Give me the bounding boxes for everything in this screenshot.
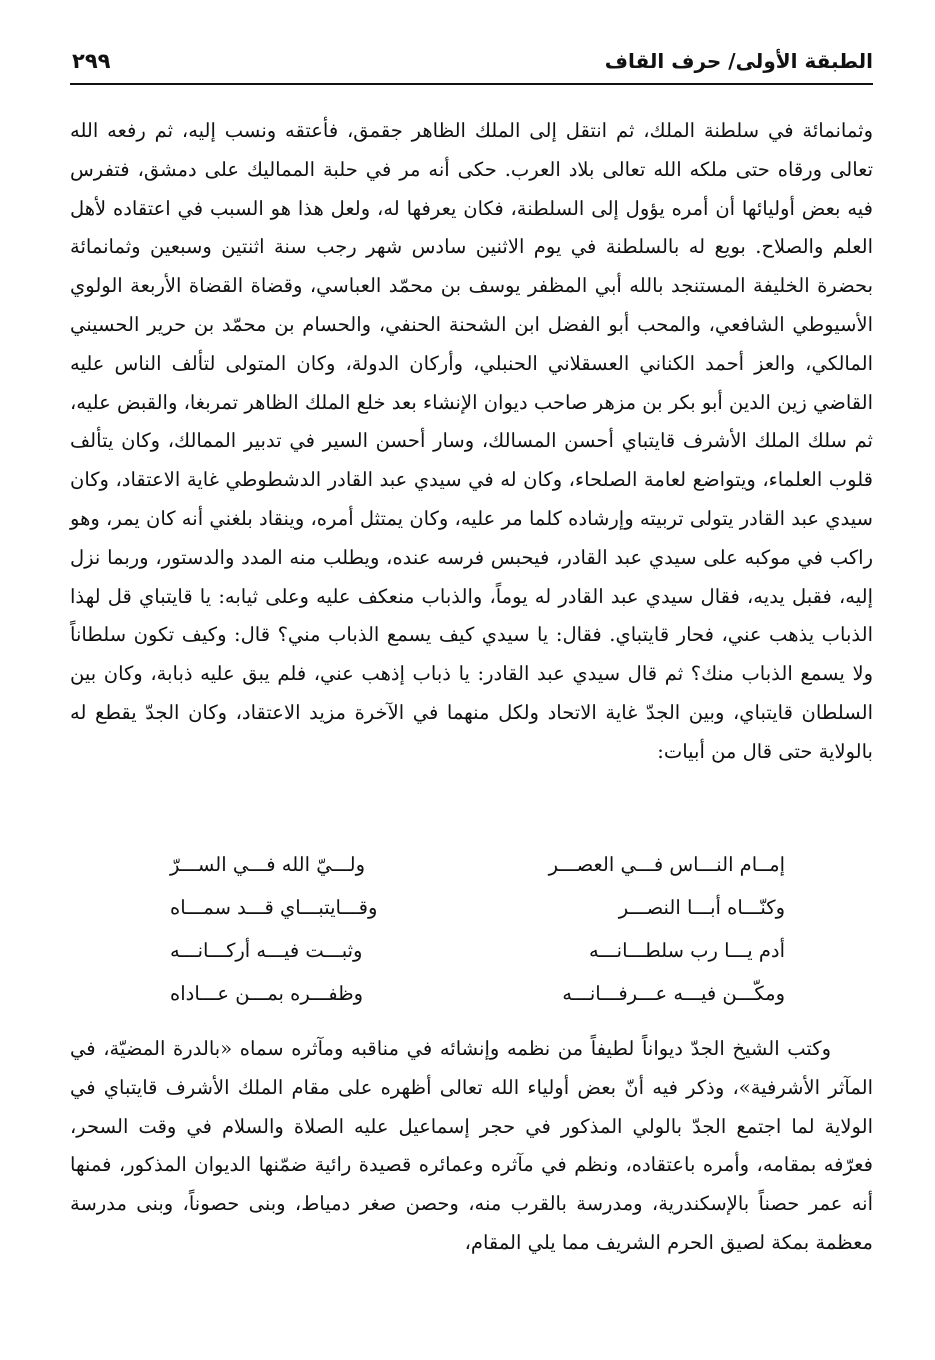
verse-second-hemistich: وقـــايتبـــاي قـــد سمـــاه	[170, 896, 378, 919]
verse-first-hemistich: وكنّـــاه أبـــا النصـــر	[618, 896, 785, 919]
main-text	[70, 112, 873, 772]
verse-second-hemistich: وظفـــره بمـــن عـــاداه	[170, 982, 364, 1005]
poem-verse	[170, 976, 785, 1019]
verse-first-hemistich: ومكّـــن فيـــه عـــرفـــانـــه	[562, 982, 785, 1005]
verse-first-hemistich: إمــام النـــاس فـــي العصـــر	[548, 853, 785, 876]
verse-second-hemistich: وثبـــت فيـــه أركـــانـــه	[170, 939, 363, 962]
poem-verse	[170, 847, 785, 890]
header-rule	[70, 83, 873, 85]
main-text-continued	[70, 1030, 873, 1263]
poem-verse	[170, 890, 785, 933]
paragraph-2: وكتب الشيخ الجدّ ديواناً لطيفاً من نظمه وإنشائه في مناقبه ومآثره سماه «بالدرة المضيّة، في المآثر الأشرفية»، وذكر فيه أنّ بعض أولياء الله تعالى أظهره على مقام الملك الأشرف قايتباي في الولاية لما اجتمع الجدّ بالولي المذكور في حجر إسماعيل عليه الصلاة والسلام في وقت السحر، فعرّفه بمقامه، وأمره باعتقاده، ونظم في مآثره وعمائره قصيدة رائية ضمّنها الديوان المذكور، فمنها أنه عمر حصناً بالإسكندرية، ومدرسة بالقرب منه، وحصن صغر دمياط، وبنى حصوناً، وبنى مدرسة معظمة بمكة لصيق الحرم الشريف مما يلي المقام،	[70, 1037, 873, 1254]
verse-second-hemistich: ولـــيّ الله فـــي الســـرّ	[170, 853, 365, 876]
poem	[170, 847, 785, 1019]
paragraph-1: وثمانمائة في سلطنة الملك، ثم انتقل إلى الملك الظاهر جقمق، فأعتقه ونسب إليه، ثم رفعه الله تعالى ورقاه حتى ملكه الله تعالى بلاد العرب. حكى أنه مر في حلبة المماليك على دمشق، فتفرس فيه بعض أوليائها أن أمره يؤول إلى السلطنة، فكان يعرفها له، ولعل هذا هو السبب في اعتقاده لأهل العلم والصلاح. بويع له بالسلطنة في يوم الاثنين سادس شهر رجب سنة اثنتين وسبعين وثمانمائة بحضرة الخليفة المستنجد بالله أبي المظفر يوسف بن محمّد العباسي، وقضاة القضاة الأربعة الولوي الأسيوطي الشافعي، والمحب أبو الفضل ابن الشحنة الحنفي، والحسام بن محمّد بن حرير الحسيني المالكي، والعز أحمد الكناني العسقلاني الحنبلي، وأركان الدولة، وكان المتولى لتألف الناس عليه القاضي زين الدين أبو بكر بن مزهر صاحب ديوان الإنشاء بعد خلع الملك الظاهر تمربغا، والقبض عليه، ثم سلك الملك الأشرف قايتباي أحسن المسالك، وسار أحسن السير في تدبير الممالك، وكان يتألف قلوب العلماء، ويتواضع لعامة الصلحاء، وكان له في سيدي عبد القادر الدشطوطي غاية الاعتقاد، وكان سيدي عبد القادر يتولى تربيته وإرشاده كلما مر عليه، وكان يمتثل أمره، وينقاد بلغني أنه كان يمر، وهو راكب في موكبه على سيدي عبد القادر، فيحبس فرسه عنده، ويطلب منه المدد والدستور، وربما نزل إليه، فقبل يديه، فقال سيدي عبد القادر له يوماً، والذباب منعكف عليه وعلى ثيابه: يا قايتباي قل لهذا الذباب يذهب عني، فحار قايتباي. فقال: يا سيدي كيف يسمع الذباب مني؟ قال: وكيف تكون سلطاناً ولا يسمع الذباب منك؟ ثم قال سيدي عبد القادر: يا ذباب إذهب عني، فلم يبق عليه ذبابة، وكان بين السلطان قايتباي، وبين الجدّ غاية الاتحاد ولكل منهما في الآخرة مزيد الاعتقاد، وكان الجدّ يقطع له بالولاية حتى قال من أبيات:	[70, 119, 873, 763]
running-head: الطبقة الأولى/ حرف القاف	[604, 49, 873, 73]
page-number: ٢٩٩	[72, 49, 111, 73]
poem-verse	[170, 933, 785, 976]
page-header	[70, 44, 873, 84]
verse-first-hemistich: أدم يـــا رب سلطـــانـــه	[589, 939, 785, 962]
